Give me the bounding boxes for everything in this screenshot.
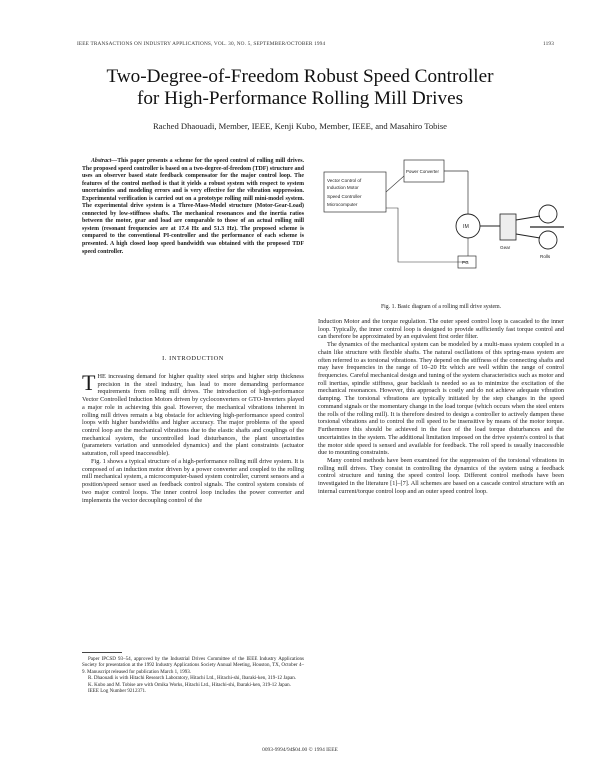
abstract-text: This paper presents a scheme for the speed control of rolling mill drives. The proposed speed controller is based on a two-degree-of-freedom (TDF) structure and uses an observer based state feedback compensator for the major control loop. The features of the control method is that it yields a robust system with respect to system uncertainties and modeling errors and is very effective for the vibration suppression. Experimental verification is carried out on a prototype rolling mill mini-model system. The experimental drive system is a Three-Mass-Model structure (Motor-Gear-Load) connected by low-stiffness shafts. The mechanical resonances and the inertia ratios between the motor, gear and load are comparable to those of an actual rolling mill system (resonant frequencies are at 17.4 Hz and 51.3 Hz). The proposed scheme is compared to the conventional PI-controller and the performance of each scheme is presented. A high closed loop speed bandwidth was obtained with the proposed TDF speed controller. bbox=[82, 158, 304, 255]
title-line-1: Two-Degree-of-Freedom Robust Speed Controller bbox=[106, 66, 494, 87]
gear-block bbox=[500, 214, 516, 240]
figure-1-caption: Fig. 1. Basic diagram of a rolling mill drive system. bbox=[380, 304, 502, 310]
roll-top bbox=[539, 205, 557, 223]
controller-label-4: Microcomputer bbox=[327, 202, 358, 207]
gear-label: Gear bbox=[500, 245, 511, 250]
footnote bbox=[82, 656, 304, 695]
motor-label: IM bbox=[463, 224, 469, 230]
right-column-text bbox=[318, 318, 564, 496]
sensor-label: PG bbox=[462, 260, 469, 265]
abstract bbox=[82, 158, 304, 256]
load-shaft-bottom bbox=[516, 234, 540, 238]
footnote-2: R. Dhaouadi is with Hitachi Research Laboratory, Hitachi Ltd., Hitachi-shi, Ibaraki-ken, 319-12 Japan. bbox=[88, 675, 297, 682]
intro-paragraph-1: HE increasing demand for higher quality steel strips and higher strip thickness precision in the steel industry, has lead to more demanding performance requirements from rolling mill drives. The introduction of high-performance Vector Controlled Induction Motors driven by cycloconverters or GTO-Inverters played a major role in achieving this goal. However, the mechanical vibrations inherent in rolling mill drives remain a big obstacle for achieving high-performance speed control loops with higher bandwidths and higher accuracy. The major problems of the speed control loop are the mechanical vibrations due to the elastic shafts and couplings of the mechanical system, the uncontrolled load disturbances, the plant uncertainties (parameters variation and unmodeled dynamics) and the plant constraints (actuator saturation, roll speed inaccessible). bbox=[82, 373, 304, 458]
roll-bottom bbox=[539, 231, 557, 249]
footnote-1: Paper IPCSD 93–54, approved by the Industrial Drives Committee of the IEEE Industry Applications Society for presentation at the 1992 Industry Applications Society Annual Meeting, Houston, TX, October 4–9. Manuscript released for publication March 1, 1993. bbox=[82, 656, 304, 675]
page-number: 1193 bbox=[543, 41, 554, 47]
section-heading: I. INTRODUCTION bbox=[162, 355, 224, 362]
abstract-lead: Abstract— bbox=[91, 158, 118, 164]
running-header bbox=[77, 41, 554, 47]
intro-paragraph-2: Fig. 1 shows a typical structure of a high-performance rolling mill drive system. It is composed of an induction motor driven by a power converter and coupled to the rolling mill mechanical system, a microcomputer-based system controller, current sensors and a position/speed sensor used as feedback control signals. The control system consists of two major control loops. The inner control loop includes the power converter and implements the vector decoupling control of the bbox=[82, 457, 304, 504]
converter-label: Power Converter bbox=[406, 169, 439, 174]
right-paragraph-2: The dynamics of the mechanical system can be modeled by a multi-mass system coupled in a chain like structure with flexible shafts. The natural oscillations of this spring-mass system are often referred to as torsional vibrations. They depend on the stiffness of the connecting shafts and may have frequencies in the range of 10–20 Hz which are well within the range of control frequencies. Careful mechanical design and tuning of the system characteristics such as motor and roll inertias, spindle stiffness, gear backlash is needed so as to minimize the excitation of the mechanical resonances. However, this approach is costly and do not achieve adequate vibration damping. The torsional vibrations are typically initiated by the step changes in the speed command signals or the momentary change in the load torque (which occurs when the steel enters the rolls of the rolling mill). It is therefore desired to design a controller to actively dampen these torsional vibrations and to control the roll speed to be insensitive by means of the motor torque. Furthermore this should be achieved in the face of the load torque disturbances and the uncertainties in the system. The additional limitation imposed on the drive system's control is that the motor side speed is sensed and available for feedback. The roll speed is usually inaccessible due to mounting constraints. bbox=[318, 341, 564, 457]
introduction bbox=[82, 370, 304, 504]
title-line-2: for High-Performance Rolling Mill Drives bbox=[136, 88, 464, 109]
paper-title bbox=[40, 66, 560, 110]
right-paragraph-3: Many control methods have been examined for the suppression of the torsional vibrations in rolling mill drives. They consist in controlling the dynamics of the system using a feedback control structure and tuning the speed control loop. Different control methods have been investigated in the literature [1]–[7]. All schemes are based on a cascade control structure with an internal current/torque control loop and an outer speed control loop. bbox=[318, 456, 564, 495]
drop-cap: T bbox=[82, 370, 96, 395]
rolls-label: Rolls bbox=[540, 254, 551, 259]
footnote-4: IEEE Log Number 9212371. bbox=[88, 688, 147, 695]
load-shaft-top bbox=[516, 216, 540, 220]
controller-label-2: Induction Motor bbox=[327, 185, 359, 190]
right-paragraph-1: Induction Motor and the torque regulation. The outer speed control loop is cascaded to the inner loop. Typically, the inner control loop is designed to provide sufficiently fast torque control and can therefore be approximated by an equivalent first order filter. bbox=[318, 318, 564, 341]
author-line: Rached Dhaouadi, Member, IEEE, Kenji Kubo, Member, IEEE, and Masahiro Tobise bbox=[153, 121, 447, 131]
controller-label-3: Speed Controller bbox=[327, 194, 362, 199]
footnote-rule bbox=[82, 652, 122, 653]
copyright-line: 0093-9994/94$04.00 © 1994 IEEE bbox=[262, 747, 338, 753]
figure-1-diagram bbox=[318, 152, 564, 302]
footnote-3: K. Kubo and M. Tobise are with Omika Works, Hitachi Ltd., Hitachi-shi, Ibaraki-ken, 319-12 Japan. bbox=[88, 681, 291, 688]
controller-label-1: Vector Control of bbox=[327, 178, 362, 183]
journal-header: IEEE TRANSACTIONS ON INDUSTRY APPLICATIONS, VOL. 30, NO. 5, SEPTEMBER/OCTOBER 1994 bbox=[77, 41, 326, 47]
